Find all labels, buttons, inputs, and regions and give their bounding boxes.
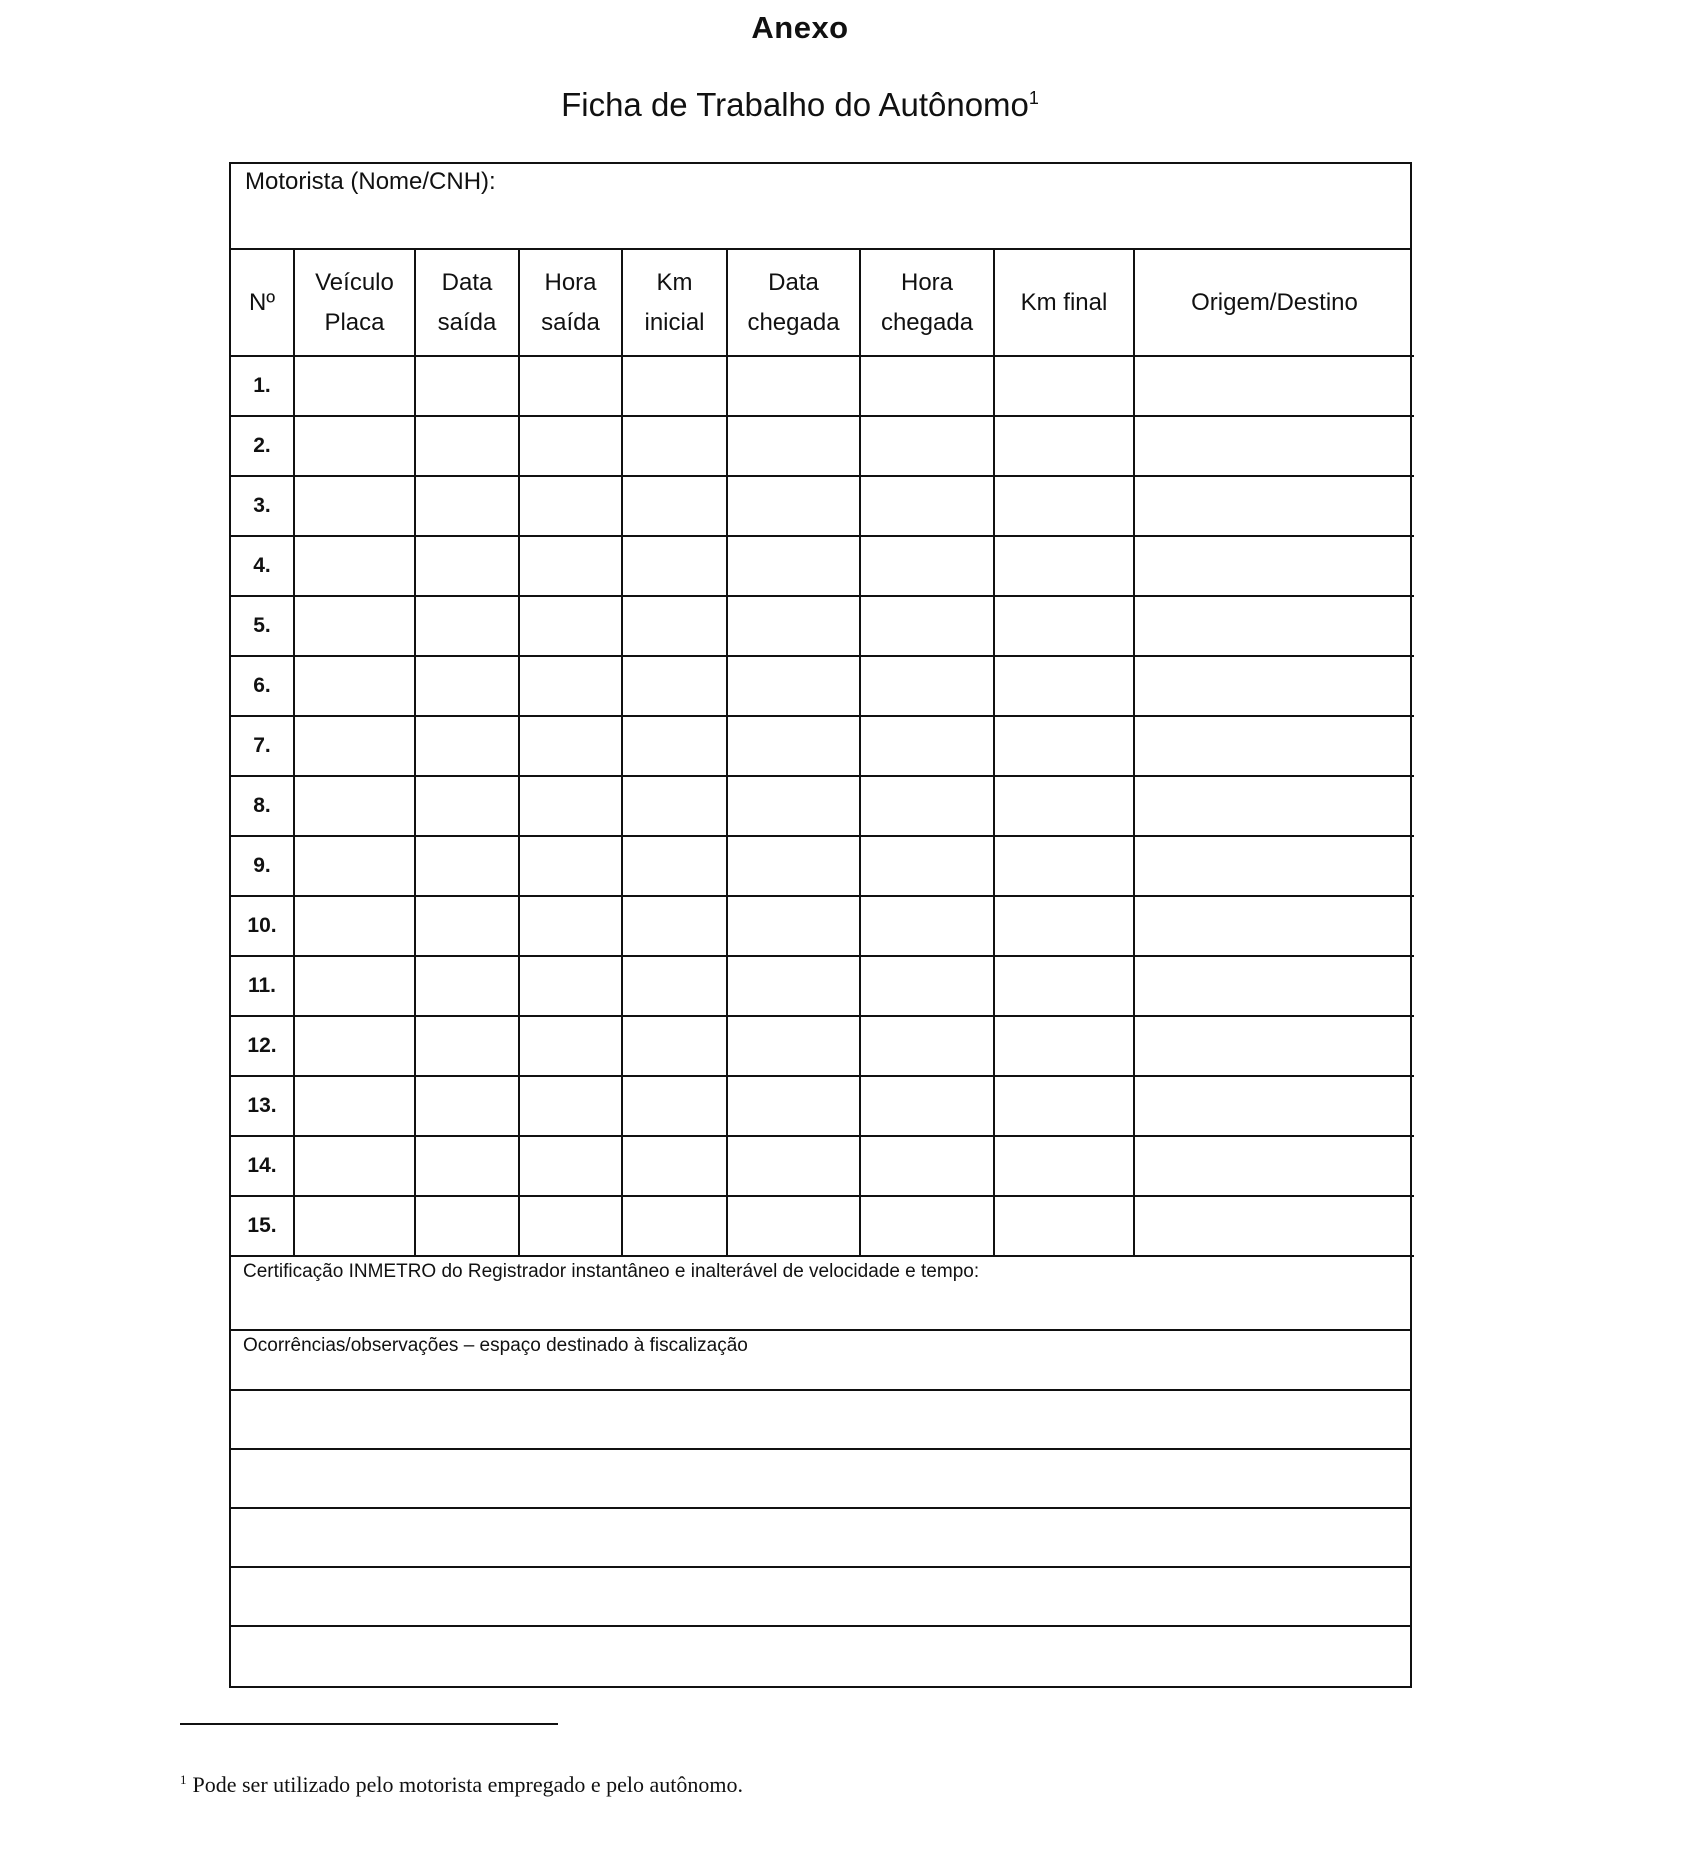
- column-header-line: Data: [441, 268, 493, 296]
- observations-line[interactable]: [231, 1509, 1410, 1568]
- table-cell[interactable]: [1134, 1136, 1414, 1196]
- table-cell[interactable]: [622, 1076, 727, 1136]
- inmetro-certification-field[interactable]: [231, 1257, 1410, 1331]
- table-cell[interactable]: [994, 1196, 1134, 1256]
- table-row: [231, 896, 1414, 956]
- table-cell[interactable]: [727, 1136, 860, 1196]
- table-cell[interactable]: [294, 1136, 415, 1196]
- table-cell[interactable]: [860, 656, 994, 716]
- observations-line[interactable]: [231, 1627, 1410, 1686]
- observations-line[interactable]: [231, 1450, 1410, 1509]
- table-cell[interactable]: [415, 476, 519, 536]
- table-cell[interactable]: [622, 1196, 727, 1256]
- table-cell[interactable]: [860, 416, 994, 476]
- table-cell[interactable]: [415, 656, 519, 716]
- table-row: [231, 1136, 1414, 1196]
- work-sheet-form: [229, 162, 1412, 1688]
- column-header: [860, 250, 994, 356]
- table-cell[interactable]: [860, 476, 994, 536]
- table-cell[interactable]: [1134, 476, 1414, 536]
- column-header-line: Hora: [900, 268, 954, 296]
- table-cell[interactable]: [1134, 596, 1414, 656]
- table-cell[interactable]: [622, 1136, 727, 1196]
- table-cell[interactable]: [415, 356, 519, 416]
- table-cell[interactable]: [860, 1076, 994, 1136]
- observations-line[interactable]: [231, 1391, 1410, 1450]
- table-row: [231, 716, 1414, 776]
- table-cell[interactable]: [294, 416, 415, 476]
- column-header: [231, 250, 294, 356]
- trips-table: [231, 250, 1414, 1257]
- column-header-line: Km: [656, 268, 693, 296]
- table-cell[interactable]: [622, 656, 727, 716]
- column-header: [622, 250, 727, 356]
- footnote: [180, 1772, 743, 1798]
- table-cell[interactable]: [860, 1136, 994, 1196]
- column-header-line: Hora: [544, 268, 597, 296]
- table-cell[interactable]: [622, 416, 727, 476]
- table-row: [231, 776, 1414, 836]
- table-cell[interactable]: [519, 1136, 622, 1196]
- table-cell[interactable]: [1134, 356, 1414, 416]
- table-cell[interactable]: [519, 776, 622, 836]
- table-cell[interactable]: [415, 416, 519, 476]
- table-cell[interactable]: [294, 356, 415, 416]
- table-cell[interactable]: [622, 596, 727, 656]
- table-row: [231, 1016, 1414, 1076]
- table-cell[interactable]: [294, 536, 415, 596]
- table-cell[interactable]: [415, 716, 519, 776]
- table-cell[interactable]: [860, 356, 994, 416]
- table-cell[interactable]: [994, 416, 1134, 476]
- row-number: 7.: [231, 716, 294, 776]
- column-header-line: saída: [437, 308, 497, 336]
- table-cell[interactable]: [294, 836, 415, 896]
- table-cell[interactable]: [994, 536, 1134, 596]
- table-cell[interactable]: [415, 1076, 519, 1136]
- table-cell[interactable]: [519, 596, 622, 656]
- table-cell[interactable]: [294, 956, 415, 1016]
- column-header-line: Nº: [248, 288, 276, 316]
- table-cell[interactable]: [519, 716, 622, 776]
- row-number: 3.: [231, 476, 294, 536]
- column-header: [519, 250, 622, 356]
- table-cell[interactable]: [994, 356, 1134, 416]
- table-cell[interactable]: [994, 476, 1134, 536]
- driver-label: Motorista (Nome/CNH):: [245, 168, 496, 195]
- driver-field[interactable]: [231, 164, 1410, 250]
- column-header: [994, 250, 1134, 356]
- table-cell[interactable]: [994, 716, 1134, 776]
- table-cell[interactable]: [622, 356, 727, 416]
- table-cell[interactable]: [294, 896, 415, 956]
- observations-label: Ocorrências/observações – espaço destinado à fiscalização: [243, 1335, 748, 1356]
- footnote-text: Pode ser utilizado pelo motorista empregado e pelo autônomo.: [192, 1772, 743, 1797]
- table-cell[interactable]: [1134, 536, 1414, 596]
- table-cell[interactable]: [860, 776, 994, 836]
- table-cell[interactable]: [860, 896, 994, 956]
- table-cell[interactable]: [994, 836, 1134, 896]
- row-number: 5.: [231, 596, 294, 656]
- table-cell[interactable]: [860, 1016, 994, 1076]
- row-number: 13.: [231, 1076, 294, 1136]
- form-title: [0, 86, 1600, 124]
- table-cell[interactable]: [519, 1016, 622, 1076]
- table-cell[interactable]: [294, 476, 415, 536]
- row-number: 4.: [231, 536, 294, 596]
- table-cell[interactable]: [519, 536, 622, 596]
- table-row: [231, 1196, 1414, 1256]
- table-cell[interactable]: [519, 836, 622, 896]
- table-cell[interactable]: [415, 1196, 519, 1256]
- table-header-row: [231, 250, 1414, 356]
- table-row: [231, 356, 1414, 416]
- table-cell[interactable]: [519, 656, 622, 716]
- table-cell[interactable]: [294, 1016, 415, 1076]
- table-cell[interactable]: [622, 476, 727, 536]
- table-cell[interactable]: [994, 776, 1134, 836]
- table-cell[interactable]: [1134, 776, 1414, 836]
- table-cell[interactable]: [1134, 1016, 1414, 1076]
- table-cell[interactable]: [727, 1016, 860, 1076]
- table-cell[interactable]: [727, 716, 860, 776]
- table-cell[interactable]: [415, 1016, 519, 1076]
- table-cell[interactable]: [994, 596, 1134, 656]
- table-row: [231, 476, 1414, 536]
- table-cell[interactable]: [294, 716, 415, 776]
- table-cell[interactable]: [622, 536, 727, 596]
- table-cell[interactable]: [1134, 896, 1414, 956]
- column-header-line: Origem/Destino: [1191, 288, 1358, 316]
- table-cell[interactable]: [727, 1076, 860, 1136]
- table-cell[interactable]: [1134, 656, 1414, 716]
- table-cell[interactable]: [294, 596, 415, 656]
- table-cell[interactable]: [994, 656, 1134, 716]
- table-cell[interactable]: [1134, 716, 1414, 776]
- row-number: 1.: [231, 356, 294, 416]
- table-row: [231, 416, 1414, 476]
- table-cell[interactable]: [415, 836, 519, 896]
- table-cell[interactable]: [622, 776, 727, 836]
- table-cell[interactable]: [415, 596, 519, 656]
- table-cell[interactable]: [519, 476, 622, 536]
- table-cell[interactable]: [994, 1136, 1134, 1196]
- table-row: [231, 956, 1414, 1016]
- table-cell[interactable]: [519, 1196, 622, 1256]
- row-number: 14.: [231, 1136, 294, 1196]
- table-cell[interactable]: [1134, 1196, 1414, 1256]
- table-row: [231, 656, 1414, 716]
- table-cell[interactable]: [1134, 956, 1414, 1016]
- observations-field[interactable]: [231, 1331, 1410, 1391]
- table-cell[interactable]: [294, 656, 415, 716]
- table-cell[interactable]: [622, 896, 727, 956]
- footnote-ref: 1: [1028, 88, 1039, 108]
- table-cell[interactable]: [622, 716, 727, 776]
- table-cell[interactable]: [622, 956, 727, 1016]
- table-cell[interactable]: [994, 1016, 1134, 1076]
- form-title-text: Ficha de Trabalho do Autônomo: [561, 86, 1029, 123]
- row-number: 6.: [231, 656, 294, 716]
- column-header: [727, 250, 860, 356]
- row-number: 8.: [231, 776, 294, 836]
- table-cell[interactable]: [860, 836, 994, 896]
- table-cell[interactable]: [727, 956, 860, 1016]
- column-header: [415, 250, 519, 356]
- table-cell[interactable]: [294, 1196, 415, 1256]
- column-header-line: inicial: [644, 308, 705, 336]
- row-number: 9.: [231, 836, 294, 896]
- table-row: [231, 536, 1414, 596]
- table-cell[interactable]: [1134, 1076, 1414, 1136]
- row-number: 15.: [231, 1196, 294, 1256]
- table-cell[interactable]: [727, 416, 860, 476]
- table-cell[interactable]: [622, 836, 727, 896]
- table-cell[interactable]: [994, 1076, 1134, 1136]
- table-cell[interactable]: [415, 536, 519, 596]
- table-cell[interactable]: [727, 536, 860, 596]
- table-cell[interactable]: [727, 356, 860, 416]
- observations-line[interactable]: [231, 1568, 1410, 1627]
- footnote-marker: 1: [180, 1771, 187, 1787]
- column-header-line: Km final: [1020, 288, 1108, 316]
- table-cell[interactable]: [519, 956, 622, 1016]
- row-number: 10.: [231, 896, 294, 956]
- document-heading: Anexo: [751, 10, 849, 45]
- table-cell[interactable]: [860, 1196, 994, 1256]
- table-cell[interactable]: [860, 536, 994, 596]
- table-cell[interactable]: [727, 656, 860, 716]
- table-cell[interactable]: [519, 356, 622, 416]
- inmetro-certification-label: Certificação INMETRO do Registrador instantâneo e inalterável de velocidade e tempo:: [243, 1261, 980, 1282]
- table-row: [231, 596, 1414, 656]
- table-cell[interactable]: [727, 1196, 860, 1256]
- column-header: [1134, 250, 1414, 356]
- table-cell[interactable]: [860, 596, 994, 656]
- table-row: [231, 1076, 1414, 1136]
- table-cell[interactable]: [415, 896, 519, 956]
- column-header-line: chegada: [880, 308, 974, 336]
- column-header-line: chegada: [747, 308, 840, 336]
- table-cell[interactable]: [994, 956, 1134, 1016]
- row-number: 11.: [231, 956, 294, 1016]
- footnote-divider: [180, 1723, 558, 1725]
- column-header-line: saída: [541, 308, 600, 336]
- row-number: 12.: [231, 1016, 294, 1076]
- column-header: [294, 250, 415, 356]
- table-cell[interactable]: [727, 596, 860, 656]
- column-header-line: Placa: [324, 308, 385, 336]
- column-header-line: Data: [768, 268, 819, 296]
- table-cell[interactable]: [1134, 836, 1414, 896]
- table-cell[interactable]: [1134, 416, 1414, 476]
- column-header-line: Veículo: [315, 268, 394, 296]
- table-cell[interactable]: [860, 956, 994, 1016]
- table-cell[interactable]: [415, 956, 519, 1016]
- table-cell[interactable]: [519, 416, 622, 476]
- table-cell[interactable]: [994, 896, 1134, 956]
- table-cell[interactable]: [519, 1076, 622, 1136]
- table-cell[interactable]: [415, 1136, 519, 1196]
- row-number: 2.: [231, 416, 294, 476]
- table-cell[interactable]: [294, 1076, 415, 1136]
- table-cell[interactable]: [727, 836, 860, 896]
- table-cell[interactable]: [294, 776, 415, 836]
- table-cell[interactable]: [860, 716, 994, 776]
- table-cell[interactable]: [727, 476, 860, 536]
- table-row: [231, 836, 1414, 896]
- table-cell[interactable]: [622, 1016, 727, 1076]
- table-cell[interactable]: [727, 896, 860, 956]
- table-body: [231, 356, 1414, 1256]
- table-cell[interactable]: [415, 776, 519, 836]
- table-cell[interactable]: [727, 776, 860, 836]
- table-cell[interactable]: [519, 896, 622, 956]
